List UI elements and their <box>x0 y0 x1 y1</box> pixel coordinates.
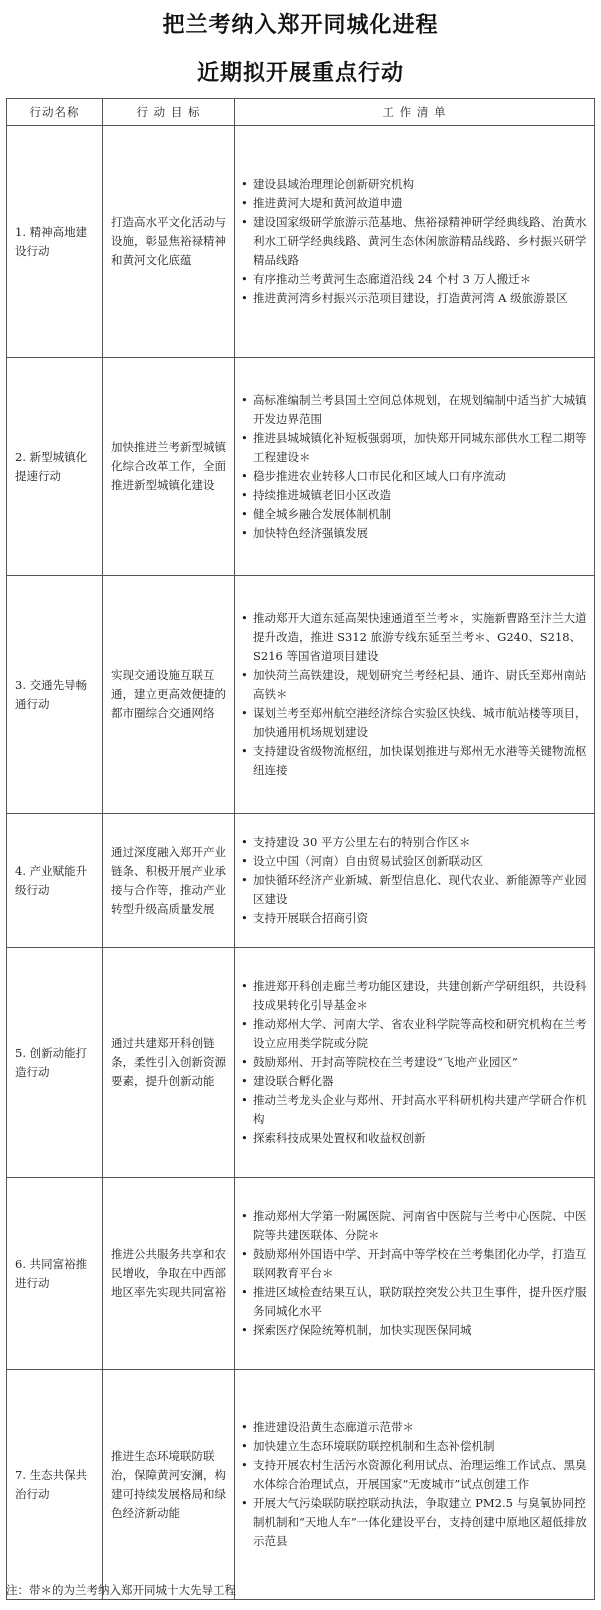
page-title: 把兰考纳入郑开同城化进程 <box>162 13 439 38</box>
table-row <box>7 948 595 1178</box>
work-item: • 推进黄河大堤和黄河故道申遗 <box>241 194 588 213</box>
work-item: • 推动郑州大学第一附属医院、河南省中医院与兰考中心医院、中医院等共建医联体、分院＊ <box>241 1207 588 1245</box>
action-name: 2. 新型城镇化提速行动 <box>7 358 103 576</box>
work-item: • 健全城乡融合发展体制机制 <box>241 505 588 524</box>
work-item-list <box>241 1207 588 1340</box>
work-item: • 高标准编制兰考县国土空间总体规划，在规划编制中适当扩大城镇开发边界范围 <box>241 391 588 429</box>
work-item: • 稳步推进农业转移人口市民化和区域人口有序流动 <box>241 467 588 486</box>
work-list <box>235 1178 595 1370</box>
work-item: • 支持开展联合招商引资 <box>241 909 588 928</box>
action-name: 5. 创新动能打造行动 <box>7 948 103 1178</box>
table-row <box>7 576 595 814</box>
table-row <box>7 1178 595 1370</box>
action-goal: 实现交通设施互联互通，建立更高效便捷的都市圈综合交通网络 <box>103 576 235 814</box>
work-item: • 加快循环经济产业新城、新型信息化、现代农业、新能源等产业园区建设 <box>241 871 588 909</box>
work-item: • 推进郑开科创走廊兰考功能区建设，共建创新产学研组织，共设科技成果转化引导基金＊ <box>241 977 588 1015</box>
work-item: • 推进县城城镇化补短板强弱项，加快郑开同城东部供水工程二期等工程建设＊ <box>241 429 588 467</box>
work-item-list <box>241 977 588 1148</box>
work-item: • 探索科技成果处置权和收益权创新 <box>241 1129 588 1148</box>
action-name: 7. 生态共保共治行动 <box>7 1370 103 1600</box>
action-goal: 通过深度融入郑开产业链条、积极开展产业承接与合作等，推动产业转型升级高质量发展 <box>103 814 235 948</box>
work-item-list <box>241 833 588 928</box>
work-list <box>235 948 595 1178</box>
table-row <box>7 1370 595 1600</box>
work-item: • 推动郑开大道东延高架快速通道至兰考＊，实施新曹路至汴兰大道提升改造，推进 S312 旅游专线东延至兰考＊、G240、S218、S216 等国省道项目建设 <box>241 609 588 666</box>
work-list <box>235 814 595 948</box>
work-list <box>235 1370 595 1600</box>
work-item: • 开展大气污染联防联控联动执法，争取建立 PM2.5 与臭氧协同控制机制和“天地人车”一体化建设平台，支持创建中原地区超低排放示范县 <box>241 1494 588 1551</box>
header-action-goal: 行 动 目 标 <box>103 99 235 126</box>
work-item: • 加快菏兰高铁建设，规划研究兰考经杞县、通许、尉氏至郑州南站高铁＊ <box>241 666 588 704</box>
work-item: • 持续推进城镇老旧小区改造 <box>241 486 588 505</box>
action-name: 3. 交通先导畅通行动 <box>7 576 103 814</box>
action-goal: 通过共建郑开科创链条，柔性引入创新资源要素，提升创新动能 <box>103 948 235 1178</box>
footnote: 注：带＊的为兰考纳入郑开同城十大先导工程 <box>6 1583 236 1597</box>
work-item: • 推动兰考龙头企业与郑州、开封高水平科研机构共建产学研合作机构 <box>241 1091 588 1129</box>
work-item: • 建设联合孵化器 <box>241 1072 588 1091</box>
action-name: 4. 产业赋能升级行动 <box>7 814 103 948</box>
header-work-list: 工 作 清 单 <box>235 99 595 126</box>
work-item-list <box>241 609 588 780</box>
header-action-name: 行动名称 <box>7 99 103 126</box>
page-subtitle: 近期拟开展重点行动 <box>196 61 404 86</box>
work-item: • 鼓励郑州外国语中学、开封高中等学校在兰考集团化办学，打造互联网教育平台＊ <box>241 1245 588 1283</box>
action-goal: 推进公共服务共享和农民增收，争取在中西部地区率先实现共同富裕 <box>103 1178 235 1370</box>
action-goal: 推进生态环境联防联治，保障黄河安澜，构建可持续发展格局和绿色经济新动能 <box>103 1370 235 1600</box>
work-item: • 推进建设沿黄生态廊道示范带＊ <box>241 1418 588 1437</box>
work-item-list <box>241 391 588 543</box>
table-row <box>7 358 595 576</box>
work-item: • 支持建设 30 平方公里左右的特别合作区＊ <box>241 833 588 852</box>
work-item: • 探索医疗保险统筹机制，加快实现医保同城 <box>241 1321 588 1340</box>
work-item: • 加快特色经济强镇发展 <box>241 524 588 543</box>
table-row <box>7 126 595 358</box>
work-item: • 设立中国（河南）自由贸易试验区创新联动区 <box>241 852 588 871</box>
work-item: • 推进区域检查结果互认，联防联控突发公共卫生事件，提升医疗服务同城化水平 <box>241 1283 588 1321</box>
work-item: • 建设国家级研学旅游示范基地、焦裕禄精神研学经典线路、治黄水利水工研学经典线路、黄河生态休闲旅游精品线路、乡村振兴研学精品线路 <box>241 213 588 270</box>
action-table <box>6 98 595 1600</box>
work-list <box>235 576 595 814</box>
work-item: • 推动郑州大学、河南大学、省农业科学院等高校和研究机构在兰考设立应用类学院或分院 <box>241 1015 588 1053</box>
work-item-list <box>241 175 588 308</box>
work-item: • 有序推动兰考黄河生态廊道沿线 24 个村 3 万人搬迁＊ <box>241 270 588 289</box>
work-item-list <box>241 1418 588 1551</box>
action-name: 1. 精神高地建设行动 <box>7 126 103 358</box>
work-item: • 推进黄河湾乡村振兴示范项目建设，打造黄河湾 A 级旅游景区 <box>241 289 588 308</box>
table-header-row <box>7 99 595 126</box>
work-list <box>235 358 595 576</box>
work-item: • 鼓励郑州、开封高等院校在兰考建设“飞地产业园区” <box>241 1053 588 1072</box>
action-name: 6. 共同富裕推进行动 <box>7 1178 103 1370</box>
action-goal: 加快推进兰考新型城镇化综合改革工作，全面推进新型城镇化建设 <box>103 358 235 576</box>
work-item: • 支持建设省级物流枢纽，加快谋划推进与郑州无水港等关键物流枢纽连接 <box>241 742 588 780</box>
work-list <box>235 126 595 358</box>
work-item: • 建设县域治理理论创新研究机构 <box>241 175 588 194</box>
action-goal: 打造高水平文化活动与设施，彰显焦裕禄精神和黄河文化底蕴 <box>103 126 235 358</box>
work-item: • 谋划兰考至郑州航空港经济综合实验区快线、城市航站楼等项目，加快通用机场规划建设 <box>241 704 588 742</box>
table-row <box>7 814 595 948</box>
work-item: • 加快建立生态环境联防联控机制和生态补偿机制 <box>241 1437 588 1456</box>
work-item: • 支持开展农村生活污水资源化利用试点、治理运维工作试点、黑臭水体综合治理试点，开展国家“无废城市”试点创建工作 <box>241 1456 588 1494</box>
